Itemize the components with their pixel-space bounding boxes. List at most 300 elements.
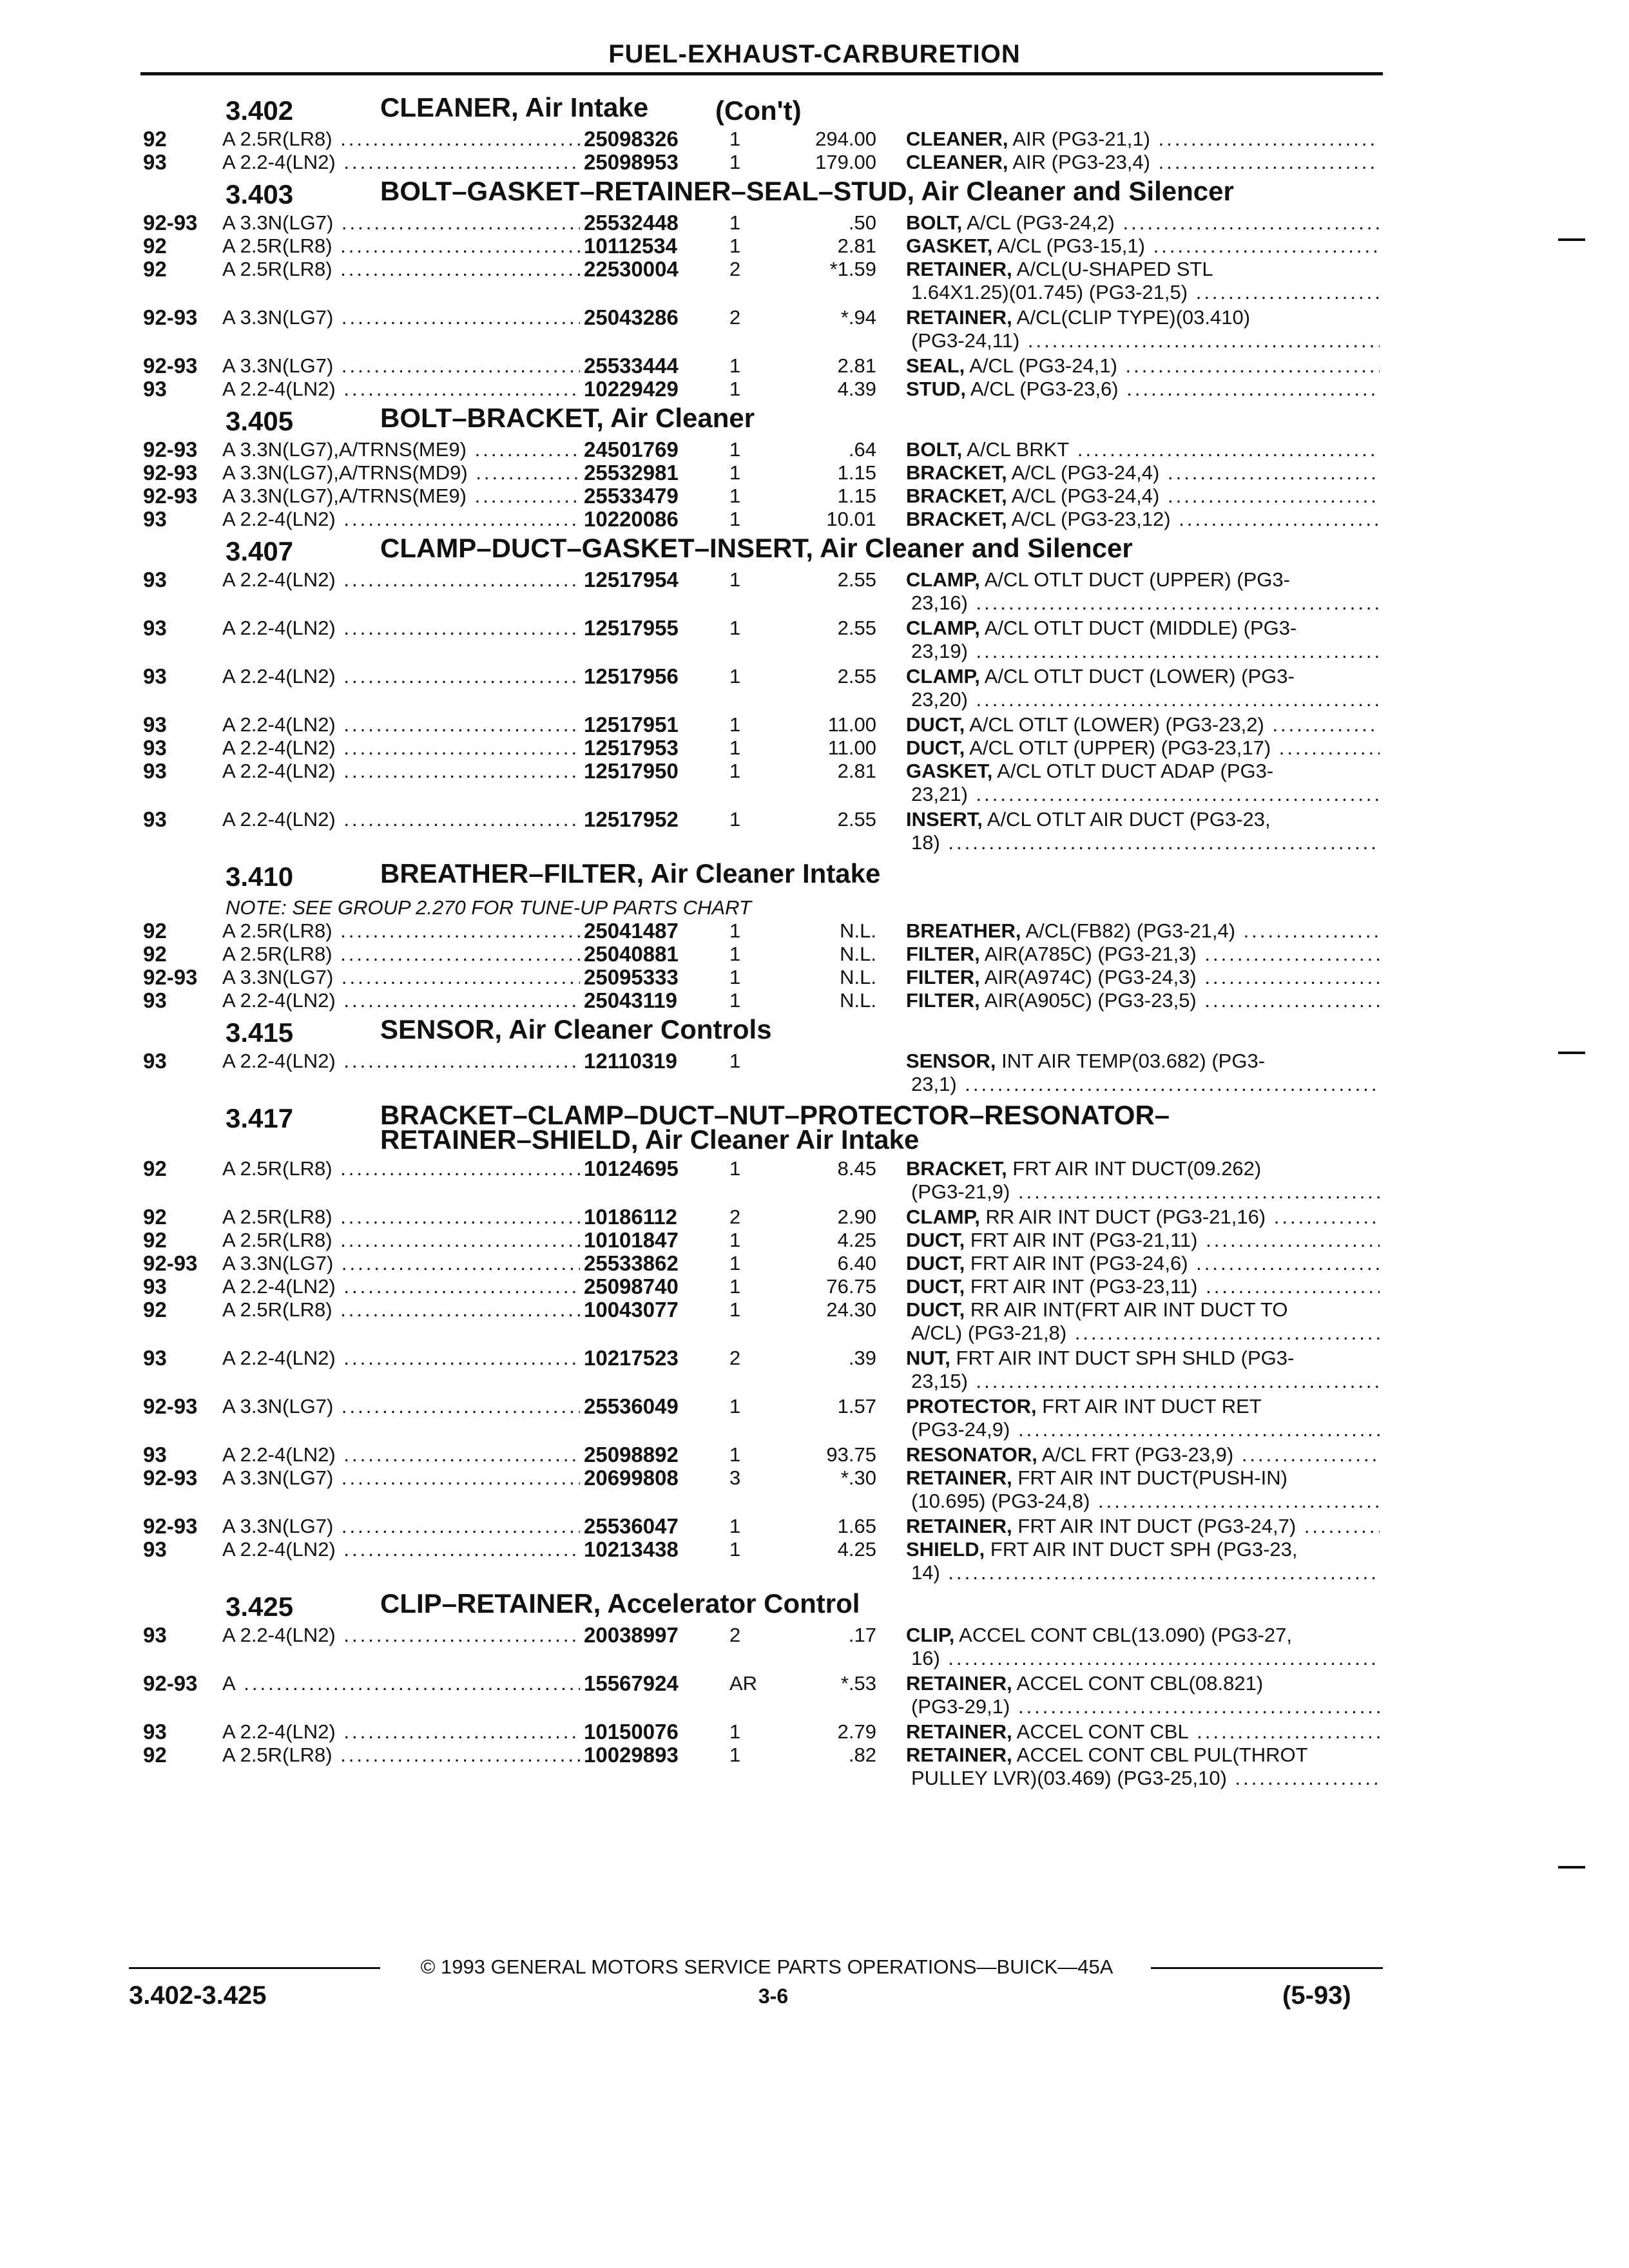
quantity: 1 <box>729 485 741 507</box>
price: 1.65 <box>837 1515 876 1537</box>
part-row <box>0 665 1629 713</box>
price: 76.75 <box>826 1275 876 1298</box>
price: .17 <box>848 1624 876 1646</box>
model-year: 93 <box>143 713 167 736</box>
model-year: 93 <box>143 150 167 174</box>
quantity: 1 <box>729 568 741 591</box>
part-keyword: CLEANER, <box>906 128 1008 150</box>
model-year: 92 <box>143 942 167 966</box>
model-year: 92-93 <box>143 1671 198 1695</box>
part-description <box>906 1275 1380 1298</box>
part-keyword: BOLT, <box>906 438 963 461</box>
part-row <box>0 1229 1629 1252</box>
description-line <box>906 943 1380 966</box>
part-row <box>0 1624 1629 1672</box>
quantity: 1 <box>729 1443 741 1466</box>
part-description <box>906 306 1380 352</box>
part-number: 12517953 <box>584 736 679 760</box>
part-description <box>906 1252 1380 1275</box>
part-description <box>906 943 1380 966</box>
section-title <box>380 858 881 889</box>
part-keyword: CLAMP, <box>906 568 980 591</box>
model-year: 93 <box>143 377 167 401</box>
description-line <box>906 508 1380 531</box>
part-row <box>0 1395 1629 1443</box>
description-text: ACCEL CONT CBL(13.090) (PG3-27, <box>959 1624 1292 1646</box>
model-year: 92-93 <box>143 211 198 235</box>
description-text: ACCEL CONT CBL <box>1016 1720 1189 1743</box>
part-keyword: RETAINER, <box>906 1744 1012 1766</box>
parts-listing <box>0 90 1629 1792</box>
description-text: 23,20) <box>911 688 968 711</box>
description-line <box>906 1515 1380 1538</box>
application: A 2.2-4(LN2) ..... <box>222 713 580 736</box>
description-line <box>906 1538 1380 1561</box>
part-description <box>906 1443 1380 1466</box>
part-keyword: RETAINER, <box>906 306 1012 329</box>
quantity: 1 <box>729 989 741 1012</box>
price: *.53 <box>840 1672 876 1695</box>
model-year: 93 <box>143 759 167 783</box>
application: A 2.5R(LR8) ..... <box>222 919 580 943</box>
quantity: 1 <box>729 151 741 173</box>
description-line <box>906 1695 1380 1718</box>
application: A 2.2-4(LN2) ..... <box>222 808 580 831</box>
model-year: 92 <box>143 919 167 943</box>
description-line <box>906 1275 1380 1298</box>
section-title-line: BOLT–BRACKET, Air Cleaner <box>380 403 755 433</box>
section-title <box>380 403 755 433</box>
margin-tick-mark <box>1558 238 1585 241</box>
description-text: A/CL OTLT (LOWER) (PG3-23,2) <box>969 713 1264 736</box>
application: A 3.3N(LG7) ..... <box>222 1466 580 1490</box>
part-number: 12517955 <box>584 616 679 640</box>
part-description <box>906 568 1380 615</box>
part-row <box>0 1275 1629 1298</box>
price: *.30 <box>840 1466 876 1489</box>
part-description <box>906 1672 1380 1718</box>
price: 4.39 <box>837 378 876 400</box>
quantity: 1 <box>729 1157 741 1180</box>
description-text: AIR(A905C) (PG3-23,5) <box>984 989 1197 1012</box>
application: A 3.3N(LG7),A/TRNS(MD9) ..... <box>222 461 580 485</box>
description-text: 23,19) <box>911 640 968 662</box>
part-row <box>0 1744 1629 1792</box>
description-line <box>906 736 1380 760</box>
section-heading <box>0 401 1629 438</box>
price: 11.00 <box>827 713 876 736</box>
price: 2.55 <box>837 665 876 687</box>
description-text: AIR (PG3-23,4) <box>1012 151 1150 173</box>
part-description <box>906 760 1380 806</box>
description-text: FRT AIR INT DUCT(PUSH-IN) <box>1017 1466 1287 1489</box>
quantity: 1 <box>729 235 741 257</box>
model-year: 93 <box>143 1274 167 1298</box>
part-keyword: RETAINER, <box>906 1720 1012 1743</box>
application: A 2.2-4(LN2) ..... <box>222 760 580 783</box>
model-year: 93 <box>143 507 167 531</box>
application: A 3.3N(LG7) ..... <box>222 1515 580 1538</box>
section-number: 3.407 <box>226 536 294 566</box>
section-note-text: NOTE: SEE GROUP 2.270 FOR TUNE-UP PARTS CHART <box>226 896 751 919</box>
description-line <box>906 1443 1380 1466</box>
description-text: A/CL (PG3-15,1) <box>997 235 1145 257</box>
part-row <box>0 713 1629 736</box>
part-row <box>0 1538 1629 1586</box>
part-keyword: RETAINER, <box>906 258 1012 280</box>
model-year: 92-93 <box>143 484 198 508</box>
description-text: FRT AIR INT DUCT(09.262) <box>1012 1157 1262 1180</box>
price: N.L. <box>840 919 876 942</box>
description-line <box>906 1647 1380 1670</box>
section-heading <box>0 531 1629 568</box>
description-text: (PG3-29,1) <box>911 1695 1010 1718</box>
price: 93.75 <box>826 1443 876 1466</box>
footer-rule-right <box>1151 1967 1383 1969</box>
price: 179.00 <box>815 151 876 173</box>
description-line <box>906 1624 1380 1647</box>
price: 4.25 <box>837 1229 876 1251</box>
model-year: 92-93 <box>143 1466 198 1490</box>
part-row <box>0 1157 1629 1206</box>
description-text: A/CL OTLT DUCT ADAP (PG3- <box>997 760 1274 782</box>
description-line <box>906 461 1380 485</box>
footer-page-number: 3-6 <box>758 1984 789 2008</box>
model-year: 92-93 <box>143 437 198 461</box>
price: 2.55 <box>837 568 876 591</box>
quantity: AR <box>729 1672 758 1695</box>
model-year: 92 <box>143 1157 167 1180</box>
description-text: A/CL(CLIP TYPE)(03.410) <box>1016 306 1251 329</box>
application: A 3.3N(LG7),A/TRNS(ME9) ..... <box>222 485 580 508</box>
model-year: 93 <box>143 664 167 688</box>
part-description <box>906 1515 1380 1538</box>
description-line <box>906 688 1380 711</box>
price: 2.90 <box>837 1206 876 1228</box>
part-description <box>906 485 1380 508</box>
part-row <box>0 128 1629 151</box>
description-text: 18) <box>911 831 940 854</box>
quantity: 1 <box>729 1395 741 1418</box>
section-title-line: CLAMP–DUCT–GASKET–INSERT, Air Cleaner and Silencer <box>380 533 1133 563</box>
part-number: 25536047 <box>584 1514 679 1538</box>
description-text: 23,16) <box>911 591 968 614</box>
application: A 2.2-4(LN2) ..... <box>222 1050 580 1073</box>
part-keyword: INSERT, <box>906 808 983 831</box>
part-description <box>906 966 1380 989</box>
part-keyword: BRACKET, <box>906 485 1007 507</box>
description-text: (10.695) (PG3-24,8) <box>911 1490 1090 1512</box>
part-row <box>0 354 1629 378</box>
part-row <box>0 989 1629 1012</box>
application: A 3.3N(LG7) ..... <box>222 1395 580 1418</box>
part-keyword: CLAMP, <box>906 617 980 639</box>
application: A 2.5R(LR8) ..... <box>222 128 580 151</box>
description-text: A/CL OTLT (UPPER) (PG3-23,17) <box>969 736 1271 759</box>
part-keyword: GASKET, <box>906 235 993 257</box>
description-line <box>906 713 1380 736</box>
part-description <box>906 1624 1380 1670</box>
section-number: 3.403 <box>226 179 294 209</box>
model-year: 92-93 <box>143 965 198 989</box>
model-year: 92-93 <box>143 1251 198 1275</box>
application: A 2.5R(LR8) ..... <box>222 1298 580 1321</box>
part-number: 25043286 <box>584 305 679 329</box>
part-row <box>0 736 1629 760</box>
model-year: 92-93 <box>143 1514 198 1538</box>
section-number: 3.415 <box>226 1017 294 1048</box>
application: A 2.2-4(LN2) ..... <box>222 1347 580 1370</box>
part-number: 20038997 <box>584 1623 679 1647</box>
part-row <box>0 438 1629 461</box>
price: .50 <box>848 211 876 234</box>
part-description <box>906 235 1380 258</box>
description-text: A/CL (PG3-24,4) <box>1011 485 1160 507</box>
model-year: 92 <box>143 1228 167 1252</box>
part-number: 25041487 <box>584 919 679 943</box>
part-number: 10220086 <box>584 507 679 531</box>
quantity: 1 <box>729 438 741 461</box>
part-description <box>906 1298 1380 1345</box>
part-description <box>906 211 1380 235</box>
application: A 2.2-4(LN2) ..... <box>222 568 580 591</box>
model-year: 93 <box>143 736 167 760</box>
application: A 2.2-4(LN2) ..... <box>222 1538 580 1561</box>
quantity: 1 <box>729 943 741 965</box>
description-line <box>906 128 1380 151</box>
description-line <box>906 1180 1380 1204</box>
part-description <box>906 1466 1380 1513</box>
quantity: 2 <box>729 306 741 329</box>
application: A 2.2-4(LN2) ..... <box>222 665 580 688</box>
price: 10.01 <box>826 508 876 530</box>
model-year: 92 <box>143 234 167 258</box>
application: A 3.3N(LG7) ..... <box>222 211 580 235</box>
description-text: FRT AIR INT (PG3-21,11) <box>970 1229 1198 1251</box>
quantity: 1 <box>729 461 741 484</box>
model-year: 92 <box>143 257 167 281</box>
part-keyword: BREATHER, <box>906 919 1021 942</box>
description-line <box>906 438 1380 461</box>
model-year: 92 <box>143 1298 167 1321</box>
section-title-line: CLEANER, Air Intake <box>380 92 649 122</box>
part-number: 25040881 <box>584 942 679 966</box>
section-number: 3.425 <box>226 1591 294 1622</box>
description-text: A/CL OTLT DUCT (LOWER) (PG3- <box>984 665 1295 687</box>
model-year: 92 <box>143 127 167 151</box>
description-text: A/CL(FB82) (PG3-21,4) <box>1025 919 1236 942</box>
section-title <box>380 1588 860 1619</box>
quantity: 1 <box>729 1252 741 1274</box>
section-title-line: BREATHER–FILTER, Air Cleaner Intake <box>380 858 881 889</box>
part-row <box>0 378 1629 401</box>
part-keyword: PROTECTOR, <box>906 1395 1037 1418</box>
quantity: 1 <box>729 378 741 400</box>
margin-tick-mark <box>1558 1866 1585 1869</box>
part-description <box>906 1157 1380 1204</box>
part-description <box>906 1720 1380 1744</box>
application: A 3.3N(LG7) ..... <box>222 966 580 989</box>
section-heading <box>0 1098 1629 1157</box>
section-heading <box>0 1012 1629 1050</box>
part-number: 10186112 <box>584 1205 678 1229</box>
model-year: 92-93 <box>143 305 198 329</box>
description-text: 23,1) <box>911 1073 957 1095</box>
part-number: 10124695 <box>584 1157 679 1180</box>
description-line <box>906 1206 1380 1229</box>
quantity: 2 <box>729 1347 741 1369</box>
description-line <box>906 1347 1380 1370</box>
part-row <box>0 568 1629 617</box>
part-description <box>906 713 1380 736</box>
description-text: (PG3-24,9) <box>911 1418 1010 1441</box>
model-year: 93 <box>143 807 167 831</box>
part-number: 25533479 <box>584 484 679 508</box>
description-line <box>906 1767 1380 1790</box>
part-row <box>0 235 1629 258</box>
description-line <box>906 485 1380 508</box>
description-text: A/CL) (PG3-21,8) <box>911 1321 1067 1344</box>
quantity: 1 <box>729 808 741 831</box>
price: 1.15 <box>837 461 876 484</box>
part-description <box>906 258 1380 304</box>
part-keyword: DUCT, <box>906 1275 965 1298</box>
part-row <box>0 461 1629 485</box>
part-description <box>906 919 1380 943</box>
part-row <box>0 1443 1629 1466</box>
description-line <box>906 1490 1380 1513</box>
part-row <box>0 1050 1629 1098</box>
description-text: A/CL(U-SHAPED STL <box>1016 258 1213 280</box>
description-line <box>906 235 1380 258</box>
quantity: 1 <box>729 211 741 234</box>
part-number: 12110319 <box>584 1049 678 1073</box>
application: A 2.2-4(LN2) ..... <box>222 1720 580 1744</box>
section-heading <box>0 856 1629 894</box>
description-line <box>906 783 1380 806</box>
description-line <box>906 1395 1380 1418</box>
part-number: 10217523 <box>584 1346 679 1370</box>
part-keyword: DUCT, <box>906 713 965 736</box>
description-text: 1.64X1.25)(01.745) (PG3-21,5) <box>911 281 1188 303</box>
quantity: 2 <box>729 258 741 280</box>
section-note <box>0 894 1629 919</box>
part-number: 12517951 <box>584 713 679 736</box>
application: A 2.2-4(LN2) ..... <box>222 1624 580 1647</box>
description-line <box>906 808 1380 831</box>
part-keyword: CLAMP, <box>906 665 980 687</box>
price: 8.45 <box>837 1157 876 1180</box>
part-description <box>906 665 1380 711</box>
price: *.94 <box>840 306 876 329</box>
model-year: 92-93 <box>143 1394 198 1418</box>
description-text: RR AIR INT(FRT AIR INT DUCT TO <box>970 1298 1288 1321</box>
part-description <box>906 461 1380 485</box>
price: .82 <box>848 1744 876 1766</box>
part-number: 25098953 <box>584 150 679 174</box>
description-text: A/CL BRKT <box>967 438 1070 461</box>
part-description <box>906 808 1380 854</box>
part-number: 12517950 <box>584 759 679 783</box>
part-keyword: DUCT, <box>906 1252 965 1274</box>
part-keyword: SENSOR, <box>906 1050 996 1072</box>
price: 294.00 <box>815 128 876 150</box>
part-keyword: BRACKET, <box>906 1157 1007 1180</box>
part-description <box>906 151 1380 174</box>
application: A 2.5R(LR8) ..... <box>222 258 580 281</box>
model-year: 92-93 <box>143 354 198 378</box>
part-row <box>0 508 1629 531</box>
description-line <box>906 1298 1380 1321</box>
application: A ..... <box>222 1672 580 1695</box>
part-keyword: SEAL, <box>906 354 965 377</box>
application: A 2.2-4(LN2) ..... <box>222 508 580 531</box>
part-number: 12517956 <box>584 664 679 688</box>
part-description <box>906 989 1380 1012</box>
model-year: 92 <box>143 1205 167 1229</box>
price: *1.59 <box>829 258 876 280</box>
part-keyword: FILTER, <box>906 966 980 988</box>
description-line <box>906 989 1380 1012</box>
model-year: 93 <box>143 1049 167 1073</box>
section-number: 3.402 <box>226 95 294 126</box>
price: N.L. <box>840 989 876 1012</box>
part-number: 25533444 <box>584 354 679 378</box>
footer-revision-date: (5-93) <box>1282 1981 1351 2010</box>
part-keyword: BRACKET, <box>906 508 1007 530</box>
part-keyword: RETAINER, <box>906 1515 1012 1537</box>
part-number: 10112534 <box>584 234 678 258</box>
description-text: A/CL (PG3-24,4) <box>1011 461 1160 484</box>
part-row <box>0 1298 1629 1347</box>
description-line <box>906 1321 1380 1345</box>
part-row <box>0 1466 1629 1515</box>
part-row <box>0 306 1629 354</box>
description-text: A/CL (PG3-24,2) <box>967 211 1115 234</box>
part-keyword: BOLT, <box>906 211 963 234</box>
part-number: 25095333 <box>584 965 679 989</box>
part-keyword: STUD, <box>906 378 966 400</box>
description-line <box>906 1370 1380 1393</box>
application: A 2.2-4(LN2) ..... <box>222 378 580 401</box>
quantity: 1 <box>729 128 741 150</box>
part-number: 25098892 <box>584 1443 679 1466</box>
part-keyword: DUCT, <box>906 1229 965 1251</box>
quantity: 1 <box>729 1538 741 1561</box>
part-description <box>906 378 1380 401</box>
price: .64 <box>848 438 876 461</box>
description-line <box>906 1157 1380 1180</box>
part-row <box>0 760 1629 808</box>
application: A 2.5R(LR8) ..... <box>222 943 580 966</box>
application: A 2.2-4(LN2) ..... <box>222 1275 580 1298</box>
description-line <box>906 151 1380 174</box>
description-text: A/CL (PG3-24,1) <box>969 354 1117 377</box>
description-line <box>906 354 1380 378</box>
description-text: AIR (PG3-21,1) <box>1012 128 1150 150</box>
description-line <box>906 1050 1380 1073</box>
description-line <box>906 640 1380 663</box>
description-text: A/CL (PG3-23,6) <box>970 378 1119 400</box>
part-description <box>906 1050 1380 1096</box>
price: 4.25 <box>837 1538 876 1561</box>
section-title <box>380 1100 1170 1155</box>
section-title-line: RETAINER–SHIELD, Air Cleaner Air Intake <box>380 1124 920 1155</box>
part-number: 25532981 <box>584 461 679 485</box>
part-row <box>0 617 1629 665</box>
description-line <box>906 1466 1380 1490</box>
description-text: PULLEY LVR)(03.469) (PG3-25,10) <box>911 1767 1227 1789</box>
